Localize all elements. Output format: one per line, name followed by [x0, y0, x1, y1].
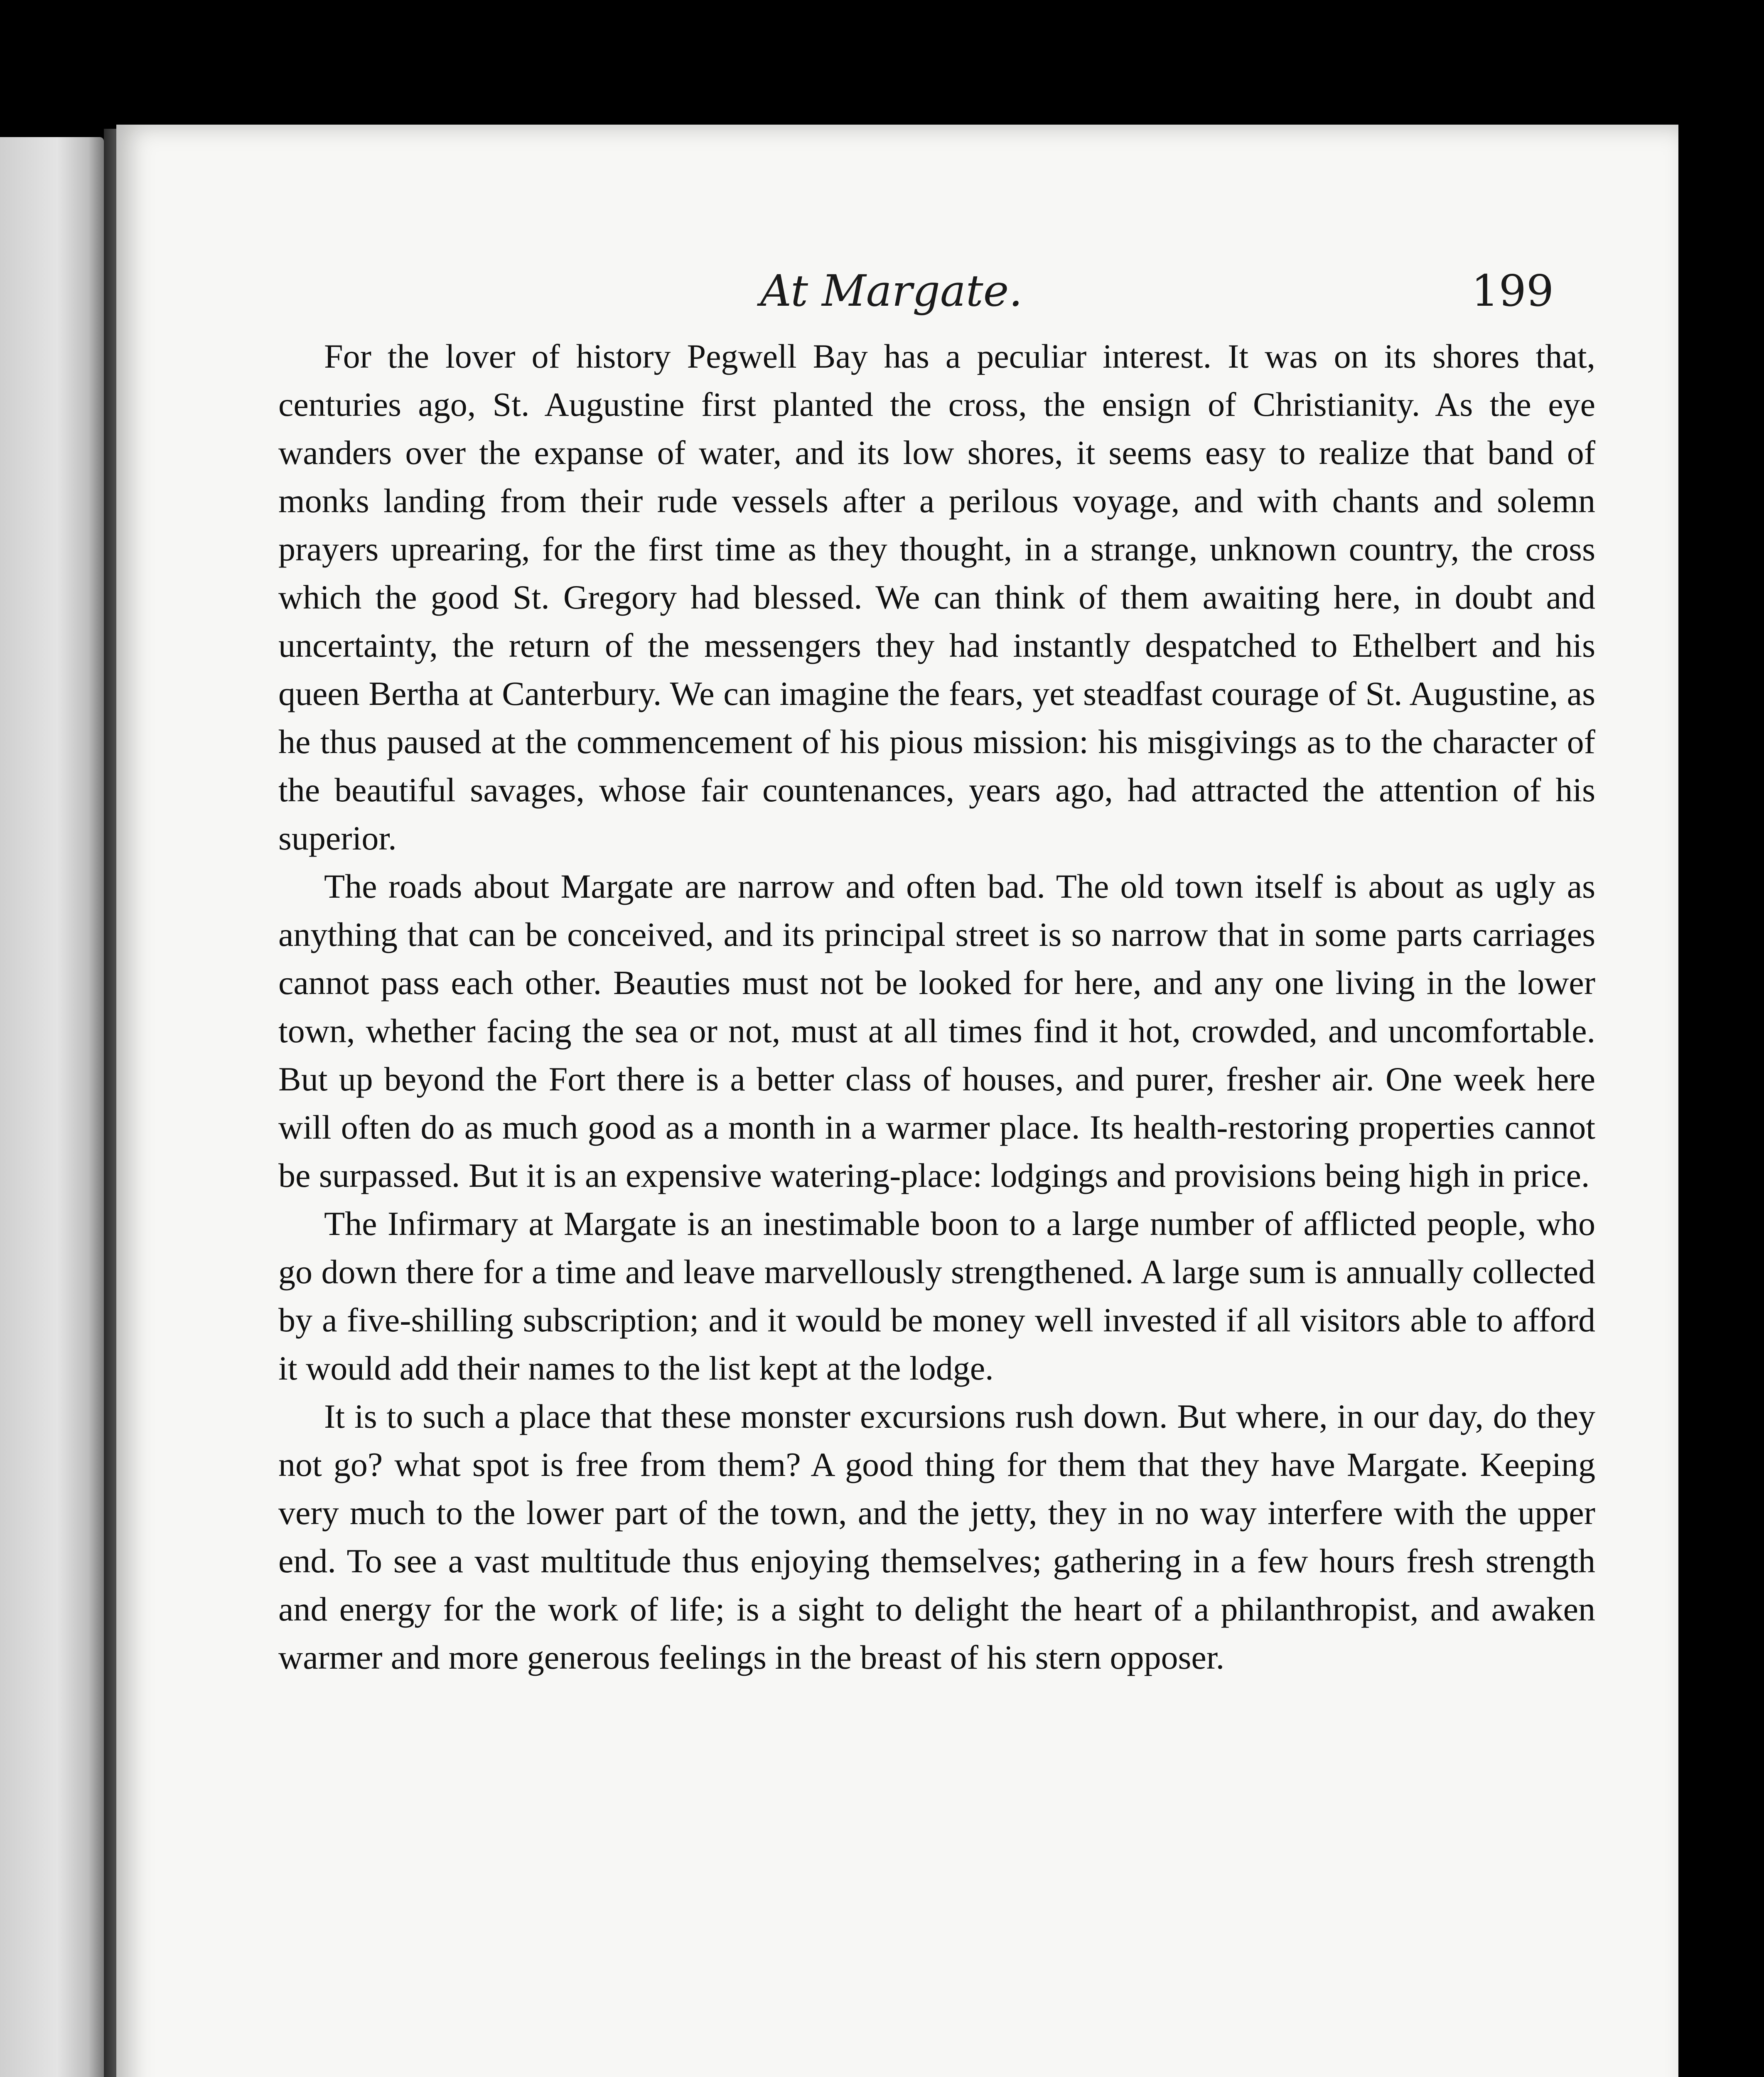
- paragraph: It is to such a place that these monster excursions rush down. But where, in our day, do they not go? what spot is free from them? A good thing for them that they have Margate. Keeping very much to the lower part of the town, and the jetty, they in no way interfere with the upper end. To see a vast multitude thus enjoying themselves; gathering in a few hours fresh strength and energy for the work of life; is a sight to delight the heart of a philanthropist, and awaken warmer and more generous feelings in the breast of his stern opposer.: [278, 1397, 1595, 1676]
- paragraph: The roads about Margate are narrow and often bad. The old town itself is about as ugly as anything that can be conceived, and its principal street is so narrow that in some parts carriages cannot pass each other. Beauties must not be looked for here, and any one living in the lower town, whether facing the sea or not, must at all times find it hot, crowded, and uncomfortable. But up beyond the Fort there is a better class of houses, and purer, fresher air. One week here will often do as much good as a month in a warmer place. Its health-restoring properties cannot be surpassed. But it is an expensive watering-place: lodgings and provisions being high in price.: [278, 867, 1595, 1194]
- body-text: [278, 332, 1595, 1682]
- facing-page-edge: [0, 137, 104, 2077]
- page-number: 199: [1471, 265, 1554, 316]
- page-header: [116, 262, 1678, 320]
- paragraph: The Infirmary at Margate is an inestimable boon to a large number of afflicted people, who go down there for a time and leave marvellously strengthened. A large sum is annually collected by a five-shilling subscription; and it would be money well invested if all visitors able to afford it would add their names to the list kept at the lodge.: [278, 1205, 1595, 1387]
- paragraph: For the lover of history Pegwell Bay has a peculiar interest. It was on its shores that, centuries ago, St. Augustine first planted the cross, the ensign of Christianity. As the eye wanders over the expanse of water, and its low shores, it seems easy to realize that band of monks landing from their rude vessels after a perilous voyage, and with chants and solemn prayers uprearing, for the first time as they thought, in a strange, unknown country, the cross which the good St. Gregory had blessed. We can think of them awaiting here, in doubt and uncertainty, the return of the messengers they had instantly despatched to Ethelbert and his queen Bertha at Canterbury. We can imagine the fears, yet steadfast courage of St. Augustine, as he thus paused at the commencement of his pious mission: his misgivings as to the character of the beautiful savages, whose fair countenances, years ago, had attracted the attention of his superior.: [278, 337, 1595, 857]
- running-title: At Margate.: [760, 265, 1023, 316]
- book-page: [116, 125, 1678, 2077]
